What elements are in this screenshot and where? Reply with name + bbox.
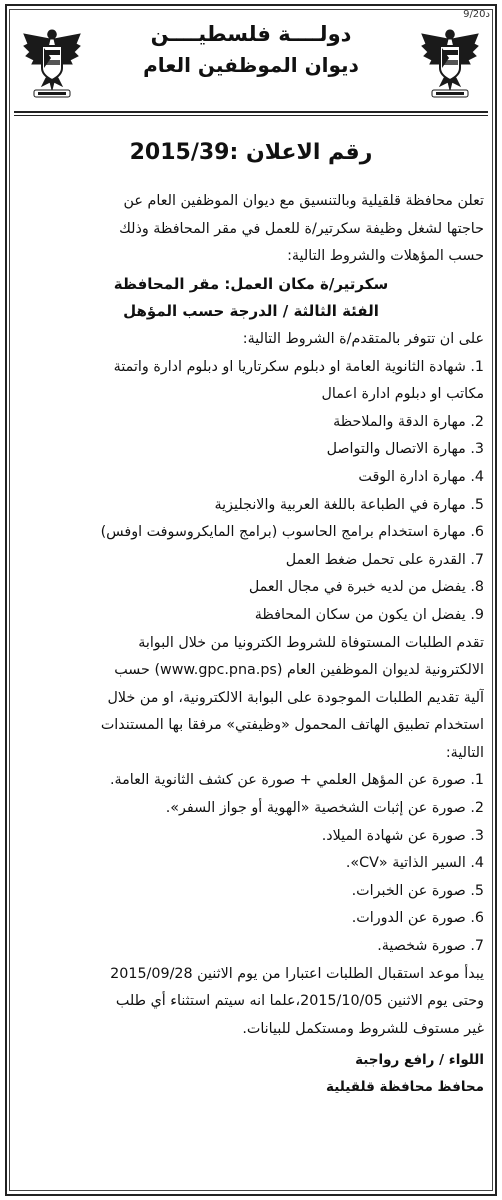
document-item: 2. صورة عن إثبات الشخصية «الهوية أو جواز السفر».: [165, 800, 484, 817]
signatory-title: محافظ محافظة قلقيلية: [326, 1079, 484, 1096]
condition-item: 9. يفضل ان يكون من سكان المحافظة: [254, 606, 484, 623]
submission-line: الالكترونية لديوان الموظفين العام (www.gpc.pna.ps) حسب: [114, 662, 484, 679]
submission-line: تقدم الطلبات المستوفاة للشروط الكترونيا من خلال البوابة: [138, 634, 484, 651]
signature-block: [18, 1047, 484, 1101]
announcement-body: [18, 188, 484, 1101]
palestine-emblem-icon: [418, 20, 482, 100]
condition-item: مكاتب او دبلوم ادارة اعمال: [321, 386, 484, 403]
condition-item: 3. مهارة الاتصال والتواصل: [326, 441, 484, 458]
intro-line: تعلن محافظة قلقيلية وبالتنسيق مع ديوان الموظفين العام عن: [123, 193, 484, 209]
deadline-line: غير مستوف للشروط ومستكمل للبيانات.: [242, 1020, 484, 1037]
submission-line: استخدام تطبيق الهاتف المحمول «وظيفتي» مرفقا بها المستندات: [100, 717, 484, 734]
deadline-line: يبدأ موعد استقبال الطلبات اعتبارا من يوم الاثنين 2015/09/28: [110, 965, 484, 982]
condition-item: 1. شهادة الثانوية العامة او دبلوم سكرتاريا او دبلوم ادارة واتمتة: [113, 358, 484, 375]
letterhead: [96, 18, 406, 80]
signatory-name: اللواء / رافع رواجبة: [355, 1052, 484, 1069]
document-item: 7. صورة شخصية.: [377, 938, 484, 955]
condition-item: 7. القدرة على تحمل ضغط العمل: [285, 551, 484, 568]
document-item: 5. صورة عن الخبرات.: [351, 882, 484, 899]
condition-item: 6. مهارة استخدام برامج الحاسوب (برامج المايكروسوفت اوفس): [100, 524, 484, 541]
document-item: 3. صورة عن شهادة الميلاد.: [321, 827, 484, 844]
document-item: 1. صورة عن المؤهل العلمي + صورة عن كشف الثانوية العامة.: [109, 772, 484, 789]
condition-item: 5. مهارة في الطباعة باللغة العربية والانجليزية: [214, 496, 484, 513]
job-title: سكرتير/ة مكان العمل: مقر المحافظة: [113, 274, 389, 293]
condition-item: 4. مهارة ادارة الوقت: [358, 468, 484, 485]
document-item: 6. صورة عن الدورات.: [351, 910, 484, 927]
conditions-intro: على ان تتوفر بالمتقدم/ة الشروط التالية:: [242, 330, 484, 347]
condition-item: 8. يفضل من لديه خبرة في مجال العمل: [248, 579, 484, 596]
announcement-number: رقم الاعلان :2015/39: [129, 140, 373, 165]
document-item: 4. السير الذاتية «CV».: [345, 855, 484, 872]
submission-line: التالية:: [445, 744, 484, 761]
condition-item: 2. مهارة الدقة والملاحظة: [333, 413, 484, 430]
page-code: 9/20د: [463, 9, 490, 20]
intro-line: حاجتها لشغل وظيفة سكرتير/ة للعمل في مقر المحافظة وذلك: [119, 220, 484, 237]
deadline-line: وحتى يوم الاثنين 2015/10/05،علما انه سيتم استثناء أي طلب: [115, 993, 484, 1010]
header-department-name: ديوان الموظفين العام: [143, 53, 359, 77]
header-divider: [14, 111, 488, 113]
intro-line: حسب المؤهلات والشروط التالية:: [287, 248, 484, 265]
header-divider-thin: [14, 115, 488, 116]
header-state-name: دولــــة فلسطيــــن: [150, 22, 352, 46]
job-grade: الفئة الثالثة / الدرجة حسب المؤهل: [123, 302, 379, 321]
submission-line: آلية تقديم الطلبات الموجودة على البوابة الالكترونية، او من خلال: [107, 689, 484, 706]
palestine-emblem-icon: [20, 20, 84, 100]
